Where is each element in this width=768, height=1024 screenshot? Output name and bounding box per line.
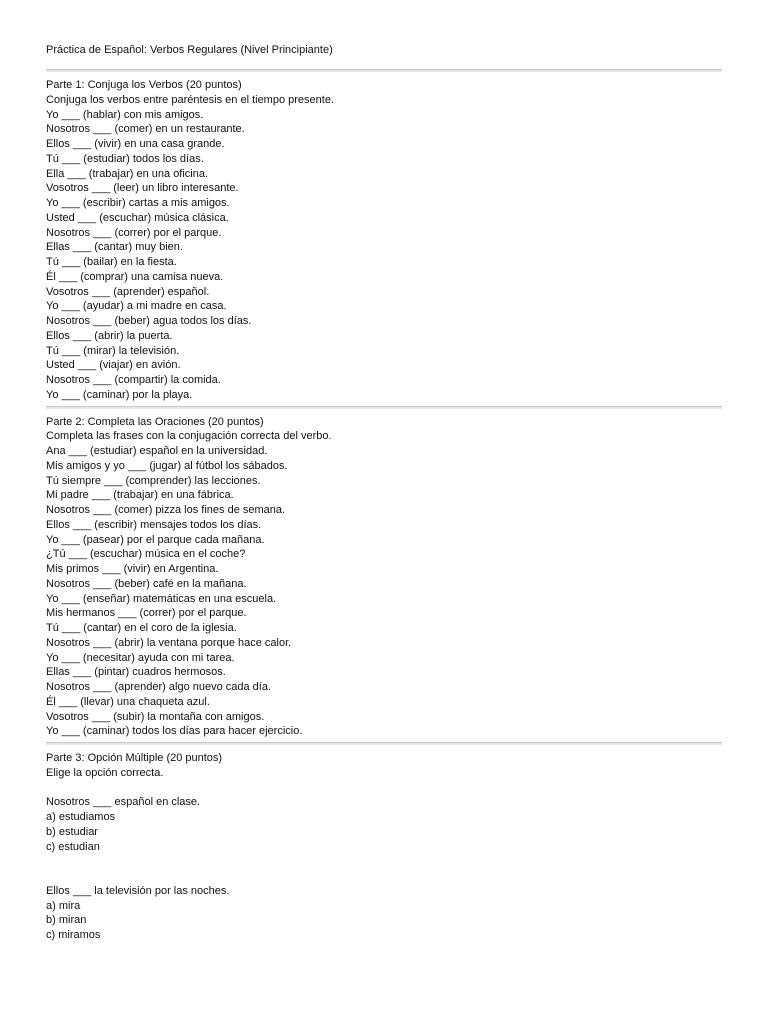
part-1-item: Nosotros ___ (correr) por el parque. (46, 226, 222, 239)
part-3-instruction: Elige la opción correcta. (46, 766, 164, 779)
part-2-item: Ana ___ (estudiar) español en la universidad. (46, 445, 268, 457)
answer-option: b) miran (46, 914, 87, 927)
part-2-item: ¿Tú ___ (escuchar) música en el coche? (46, 548, 246, 561)
part-2-item: Mis primos ___ (vivir) en Argentina. (46, 563, 219, 575)
section-divider (46, 69, 722, 72)
question-prompt: Nosotros ___ español en clase. (46, 796, 201, 809)
blank-gap (46, 854, 722, 884)
part-2-item: Ellas ___ (pintar) cuadros hermosos. (46, 666, 226, 679)
part-2-item: Tú siempre ___ (comprender) las lecciones. (46, 474, 261, 487)
part-2-item: Mi padre ___ (trabajar) en una fábrica. (46, 489, 234, 502)
part-1-section (46, 78, 722, 403)
section-divider (46, 406, 722, 409)
worksheet-page (46, 43, 722, 943)
part-2-item: Mis hermanos ___ (correr) por el parque. (46, 607, 247, 620)
blank-line (46, 781, 722, 796)
part-1-item: Él ___ (comprar) una camisa nueva. (46, 270, 224, 283)
part-1-item: Nosotros ___ (comer) en un restaurante. (46, 123, 245, 136)
part-1-item: Yo ___ (hablar) con mis amigos. (46, 108, 204, 121)
part-2-item: Yo ___ (pasear) por el parque cada mañana. (46, 533, 265, 546)
part-2-item: Nosotros ___ (aprender) algo nuevo cada día. (46, 681, 272, 693)
part-1-instruction: Conjuga los verbos entre paréntesis en el tiempo presente. (46, 93, 335, 106)
part-2-item: Vosotros ___ (subir) la montaña con amigos. (46, 710, 265, 723)
part-2-item: Él ___ (llevar) una chaqueta azul. (46, 695, 210, 708)
part-1-item: Usted ___ (viajar) en avión. (46, 359, 181, 372)
answer-option: c) miramos (46, 929, 101, 941)
part-2-item: Nosotros ___ (abrir) la ventana porque hace calor. (46, 636, 292, 649)
multiple-choice-question (46, 795, 722, 854)
part-1-item: Tú ___ (estudiar) todos los días. (46, 152, 204, 165)
multiple-choice-question (46, 884, 722, 943)
part-1-item: Usted ___ (escuchar) música clásica. (46, 211, 229, 224)
part-2-section (46, 415, 722, 740)
section-divider (46, 742, 722, 745)
part-2-heading: Parte 2: Completa las Oraciones (20 puntos) (46, 415, 264, 428)
answer-option: a) estudiamos (46, 811, 116, 823)
part-1-item: Ellos ___ (vivir) en una casa grande. (46, 138, 225, 150)
part-1-heading: Parte 1: Conjuga los Verbos (20 puntos) (46, 79, 242, 91)
part-2-item: Nosotros ___ (beber) café en la mañana. (46, 577, 247, 590)
part-1-item: Ellas ___ (cantar) muy bien. (46, 241, 183, 254)
part-2-item: Yo ___ (necesitar) ayuda con mi tarea. (46, 651, 235, 664)
part-3-section (46, 751, 722, 943)
part-1-item: Nosotros ___ (beber) agua todos los días. (46, 315, 252, 327)
part-1-item: Ella ___ (trabajar) en una oficina. (46, 167, 209, 180)
part-2-instruction: Completa las frases con la conjugación correcta del verbo. (46, 430, 332, 443)
part-1-item: Vosotros ___ (aprender) español. (46, 285, 210, 298)
part-2-item: Tú ___ (cantar) en el coro de la iglesia. (46, 622, 237, 634)
part-3-heading: Parte 3: Opción Múltiple (20 puntos) (46, 752, 223, 764)
answer-option: c) estudian (46, 840, 100, 853)
part-1-item: Yo ___ (escribir) cartas a mis amigos. (46, 197, 230, 209)
part-2-item: Nosotros ___ (comer) pizza los fines de semana. (46, 504, 286, 516)
question-prompt: Ellos ___ la televisión por las noches. (46, 884, 230, 897)
part-2-item: Yo ___ (enseñar) matemáticas en una escuela. (46, 592, 277, 605)
part-1-item: Tú ___ (bailar) en la fiesta. (46, 256, 177, 268)
part-1-item: Yo ___ (caminar) por la playa. (46, 388, 193, 401)
document-title: Práctica de Español: Verbos Regulares (Nivel Principiante) (46, 44, 333, 56)
part-2-item: Ellos ___ (escribir) mensajes todos los días. (46, 518, 262, 531)
part-1-item: Ellos ___ (abrir) la puerta. (46, 329, 173, 342)
part-1-item: Yo ___ (ayudar) a mi madre en casa. (46, 300, 227, 313)
answer-option: b) estudiar (46, 825, 98, 838)
part-1-item: Tú ___ (mirar) la televisión. (46, 344, 180, 357)
part-2-item: Mis amigos y yo ___ (jugar) al fútbol los sábados. (46, 459, 288, 472)
part-1-item: Vosotros ___ (leer) un libro interesante. (46, 182, 239, 195)
answer-option: a) mira (46, 899, 81, 912)
part-1-item: Nosotros ___ (compartir) la comida. (46, 374, 221, 386)
part-2-item: Yo ___ (caminar) todos los días para hacer ejercicio. (46, 725, 303, 738)
